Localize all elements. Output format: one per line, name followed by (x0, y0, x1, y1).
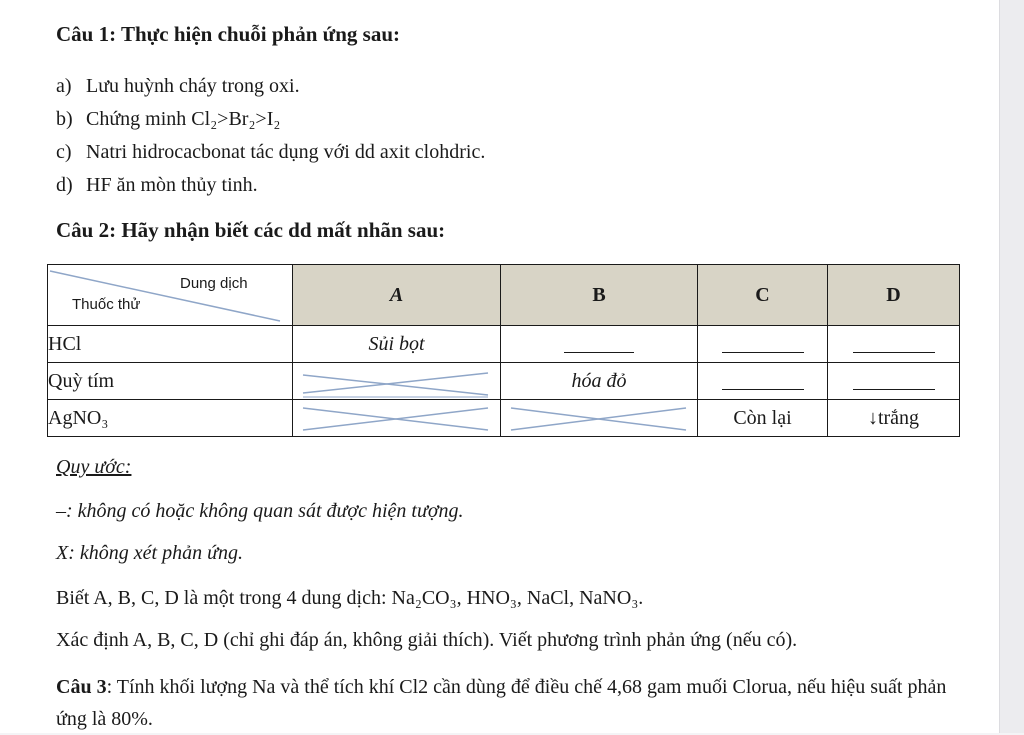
item-text: HF ăn mòn thủy tinh. (86, 174, 258, 196)
item-text: Chứng minh Cl₂>Br₂>I₂ (86, 108, 281, 130)
question-1-title: Câu 1: Thực hiện chuỗi phản ứng sau: (56, 22, 401, 46)
item-label: c) (56, 141, 72, 163)
table-cell: Còn lại (698, 400, 828, 437)
legend-x: X: không xét phản ứng. (56, 542, 243, 564)
corner-top-label: Dung dịch (180, 275, 248, 292)
question-3-text: : Tính khối lượng Na và thể tích khí Cl2 cần dùng để điều chế 4,68 gam muối Clorua, nếu hiệu suất phản ứng là 80%. (56, 676, 947, 730)
column-header-c: C (698, 265, 828, 326)
question-1-list (56, 70, 485, 202)
crossed-cell (501, 400, 698, 437)
item-label: d) (56, 174, 73, 196)
list-item (56, 136, 485, 169)
cross-lines (293, 400, 501, 438)
question-3-label: Câu 3 (56, 676, 107, 698)
corner-bottom-label: Thuốc thử (72, 296, 141, 313)
given-text: Biết A, B, C, D là một trong 4 dung dịch: Na₂CO₃, HNO₃, NaCl, NaNO₃. (56, 587, 644, 609)
item-text: Lưu huỳnh cháy trong oxi. (86, 75, 300, 97)
corner-header-cell (48, 265, 293, 326)
column-header-d: D (828, 265, 960, 326)
column-header-a: A (293, 265, 501, 326)
list-item (56, 169, 485, 202)
crossed-cell (293, 400, 501, 437)
dash-mark (853, 336, 935, 353)
cross-lines (293, 363, 501, 401)
diagonal-line (48, 265, 293, 325)
reagent-cell: AgNO₃ (48, 400, 293, 437)
table-header-row (48, 265, 960, 326)
task-text: Xác định A, B, C, D (chỉ ghi đáp án, không giải thích). Viết phương trình phản ứng (nếu có). (56, 629, 798, 651)
table-cell: ↓trắng (828, 400, 960, 437)
table-row (48, 363, 960, 400)
list-item (56, 103, 485, 136)
question-2-title: Câu 2: Hãy nhận biết các dd mất nhãn sau: (56, 218, 446, 242)
dash-mark (564, 336, 634, 353)
question-3 (56, 671, 956, 735)
item-text: Natri hidrocacbonat tác dụng với dd axit clohdric. (86, 141, 486, 163)
item-label: a) (56, 75, 72, 97)
dash-mark (853, 373, 935, 390)
reagent-cell: Quỳ tím (48, 363, 293, 400)
table-cell (501, 326, 698, 363)
table-cell (828, 326, 960, 363)
cross-lines (501, 400, 698, 438)
legend-title: Quy ước: (56, 456, 132, 478)
table-cell (828, 363, 960, 400)
column-header-b: B (501, 265, 698, 326)
table-cell (698, 363, 828, 400)
crossed-cell (293, 363, 501, 400)
page-edge (999, 0, 1024, 733)
dash-mark (722, 336, 804, 353)
list-item (56, 70, 485, 103)
table-row (48, 326, 960, 363)
identification-table (47, 264, 960, 437)
table-row (48, 400, 960, 437)
table-cell (698, 326, 828, 363)
table-cell: Sủi bọt (293, 326, 501, 363)
item-label: b) (56, 108, 73, 130)
table-cell: hóa đỏ (501, 363, 698, 400)
dash-mark (722, 373, 804, 390)
reagent-cell: HCl (48, 326, 293, 363)
legend-dash: –: không có hoặc không quan sát được hiện tượng. (56, 500, 464, 522)
